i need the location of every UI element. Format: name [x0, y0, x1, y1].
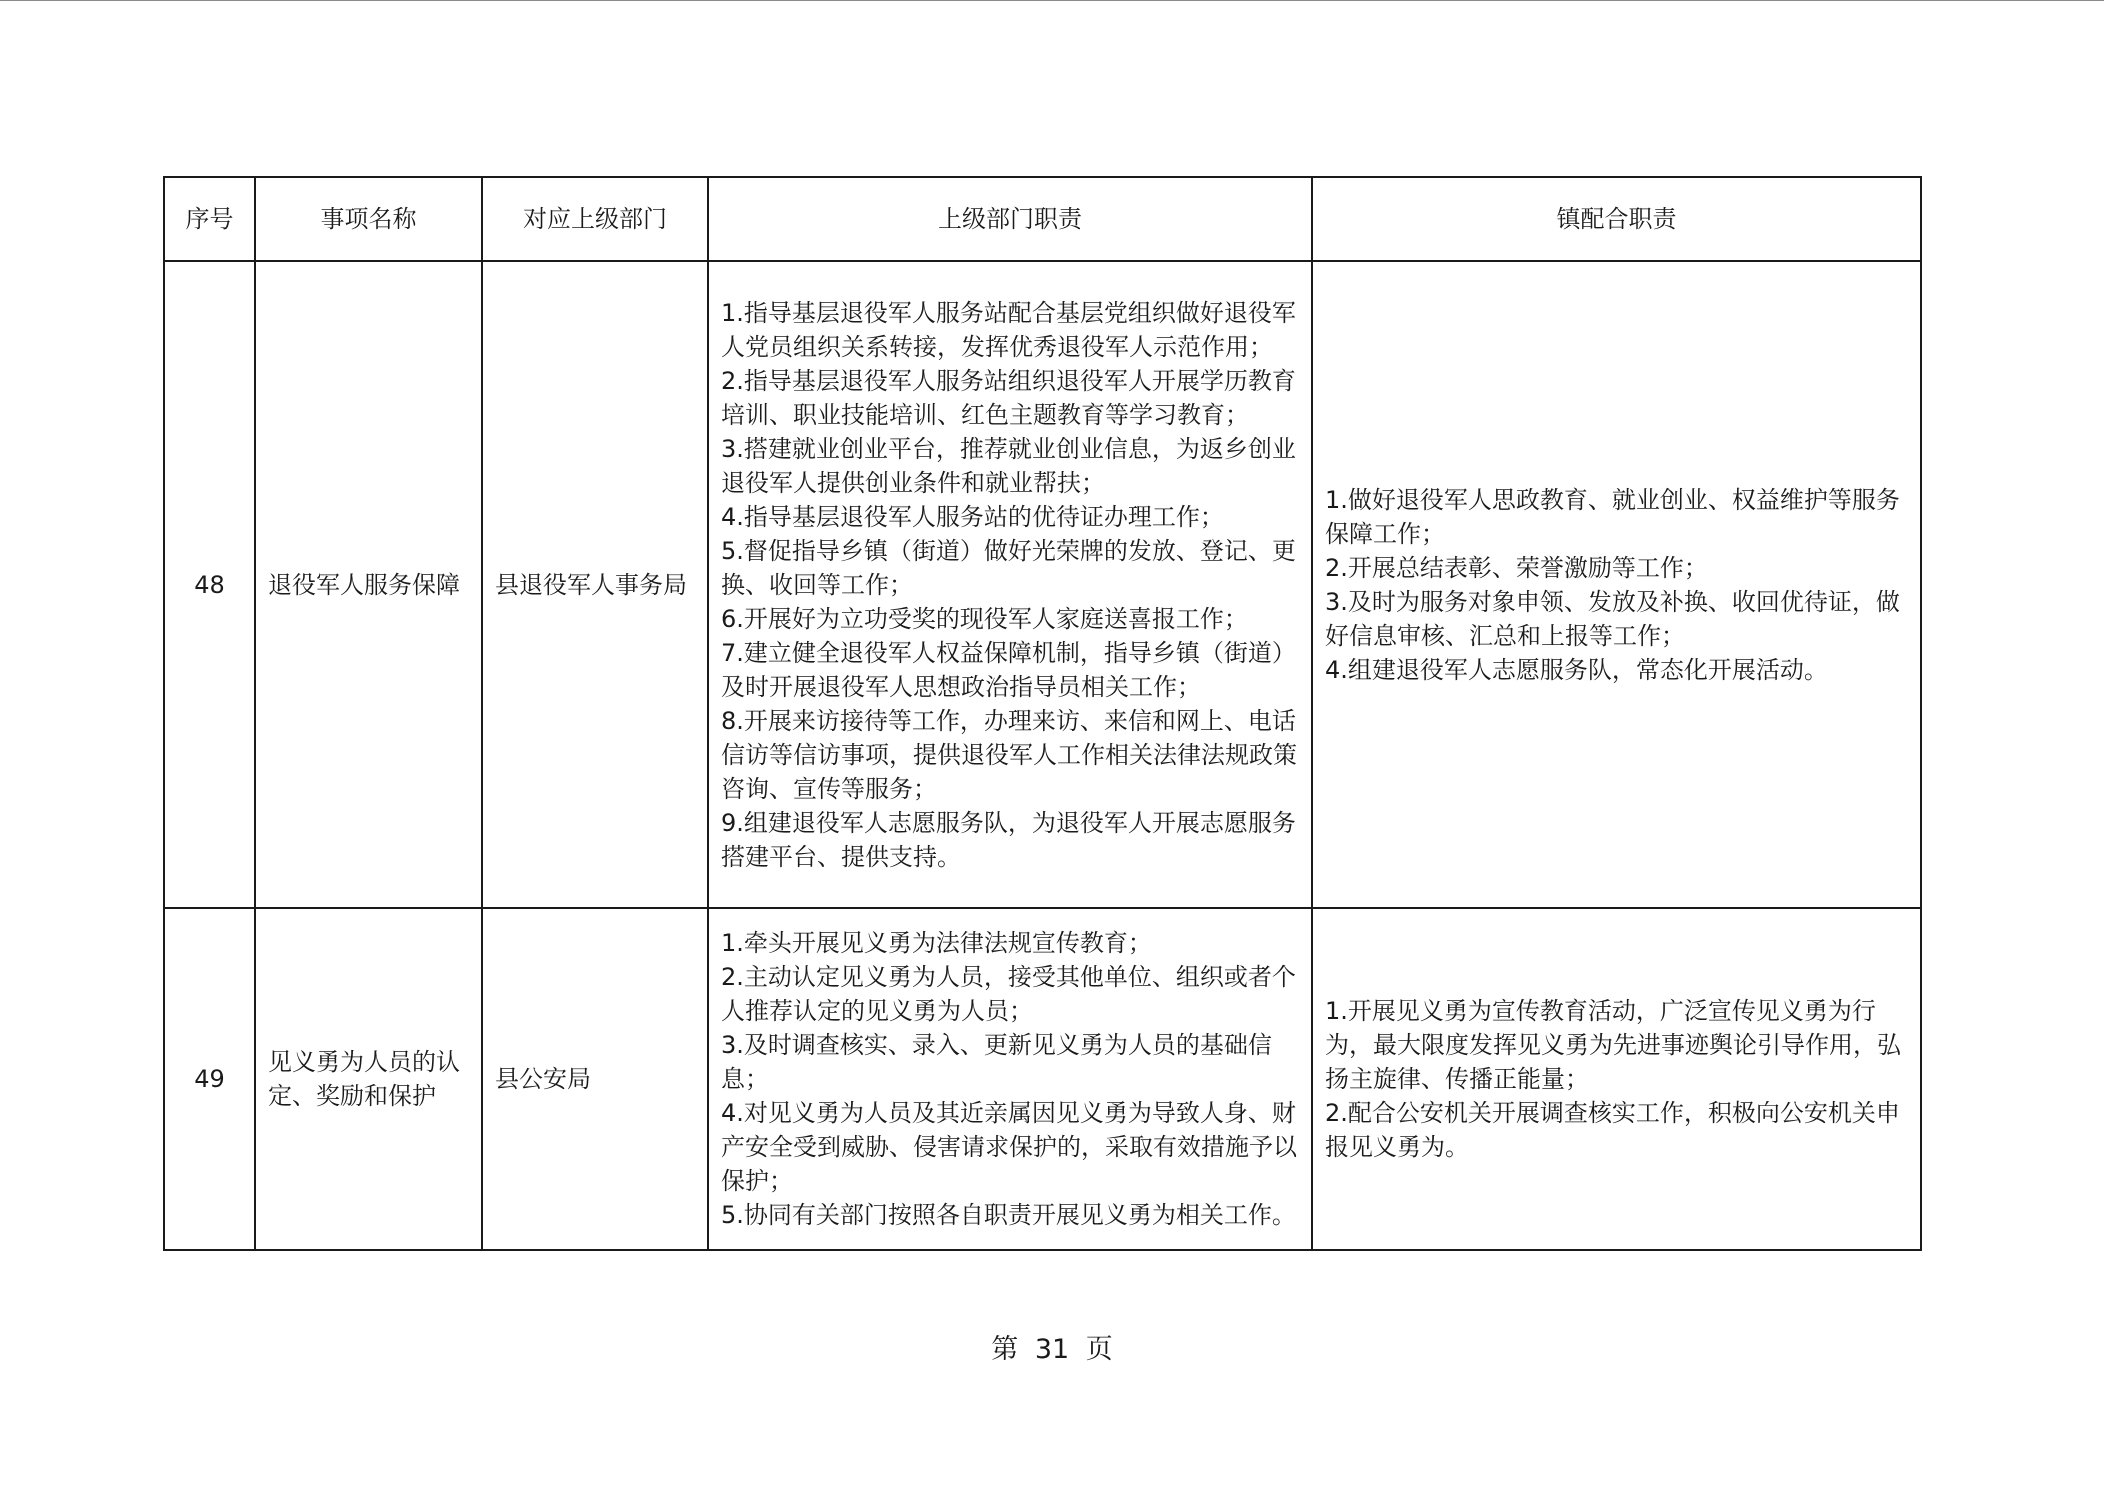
duty-item: 8.开展来访接待等工作，办理来访、来信和网上、电话信访等信访事项，提供退役军人工作相关法律法规政策咨询、宣传等服务；	[721, 706, 1297, 803]
superior-duties-list	[721, 296, 1301, 874]
row-number: 49	[164, 908, 255, 1250]
duty-item: 2.主动认定见义勇为人员，接受其他单位、组织或者个人推荐认定的见义勇为人员；	[721, 963, 1296, 1025]
page-footer	[0, 1332, 2104, 1368]
duty-item: 1.指导基层退役军人服务站配合基层党组织做好退役军人党员组织关系转接，发挥优秀退役军人示范作用；	[721, 298, 1296, 361]
duty-item: 4.组建退役军人志愿服务队，常态化开展活动。	[1325, 655, 1828, 684]
duty-item: 3.及时调查核实、录入、更新见义勇为人员的基础信息；	[721, 1031, 1272, 1093]
duty-item: 7.建立健全退役军人权益保障机制，指导乡镇（街道）及时开展退役军人思想政治指导员相关工作；	[721, 638, 1296, 701]
department-name: 县退役军人事务局	[482, 261, 708, 908]
duty-item: 1.开展见义勇为宣传教育活动，广泛宣传见义勇为行为，最大限度发挥见义勇为先进事迹舆论引导作用，弘扬主旋律、传播正能量；	[1325, 997, 1901, 1093]
duty-item: 4.对见义勇为人员及其近亲属因见义勇为导致人身、财产安全受到威胁、侵害请求保护的，采取有效措施予以保护；	[721, 1099, 1297, 1195]
page-number: 31	[1034, 1334, 1070, 1365]
duty-item: 4.指导基层退役军人服务站的优待证办理工作；	[721, 502, 1224, 531]
header-superior-duties: 上级部门职责	[708, 177, 1312, 261]
town-duties-list	[1325, 994, 1910, 1164]
page-top-rule	[0, 0, 2104, 1]
header-department: 对应上级部门	[482, 177, 708, 261]
page-footer-suffix: 页	[1085, 1334, 1113, 1365]
row-number: 48	[164, 261, 255, 908]
item-name: 见义勇为人员的认定、奖励和保护	[255, 908, 482, 1250]
department-name: 县公安局	[482, 908, 708, 1250]
page-footer-prefix: 第	[991, 1334, 1019, 1365]
duty-item: 9.组建退役军人志愿服务队，为退役军人开展志愿服务搭建平台、提供支持。	[721, 808, 1296, 871]
superior-duties	[708, 261, 1312, 908]
town-duties-list	[1325, 483, 1910, 687]
header-item-name: 事项名称	[255, 177, 482, 261]
duty-item: 5.协同有关部门按照各自职责开展见义勇为相关工作。	[721, 1201, 1296, 1229]
duty-item: 3.及时为服务对象申领、发放及补换、收回优待证，做好信息审核、汇总和上报等工作；	[1325, 587, 1900, 650]
duty-item: 1.牵头开展见义勇为法律法规宣传教育；	[721, 929, 1152, 957]
header-number: 序号	[164, 177, 255, 261]
duty-item: 6.开展好为立功受奖的现役军人家庭送喜报工作；	[721, 604, 1248, 633]
item-name: 退役军人服务保障	[255, 261, 482, 908]
superior-duties-list	[721, 926, 1301, 1232]
duty-item: 2.配合公安机关开展调查核实工作，积极向公安机关申报见义勇为。	[1325, 1099, 1900, 1161]
table-header-row	[164, 177, 1921, 261]
town-duties	[1312, 261, 1921, 908]
table-row	[164, 908, 1921, 1250]
duty-item: 3.搭建就业创业平台，推荐就业创业信息，为返乡创业退役军人提供创业条件和就业帮扶；	[721, 434, 1296, 497]
duty-table	[163, 176, 1922, 1251]
duty-item: 5.督促指导乡镇（街道）做好光荣牌的发放、登记、更换、收回等工作；	[721, 536, 1296, 599]
duty-item: 1.做好退役军人思政教育、就业创业、权益维护等服务保障工作；	[1325, 485, 1900, 548]
town-duties	[1312, 908, 1921, 1250]
duty-item: 2.指导基层退役军人服务站组织退役军人开展学历教育培训、职业技能培训、红色主题教育等学习教育；	[721, 366, 1296, 429]
table-row	[164, 261, 1921, 908]
superior-duties	[708, 908, 1312, 1250]
header-town-duties: 镇配合职责	[1312, 177, 1921, 261]
duty-item: 2.开展总结表彰、荣誉激励等工作；	[1325, 553, 1708, 582]
